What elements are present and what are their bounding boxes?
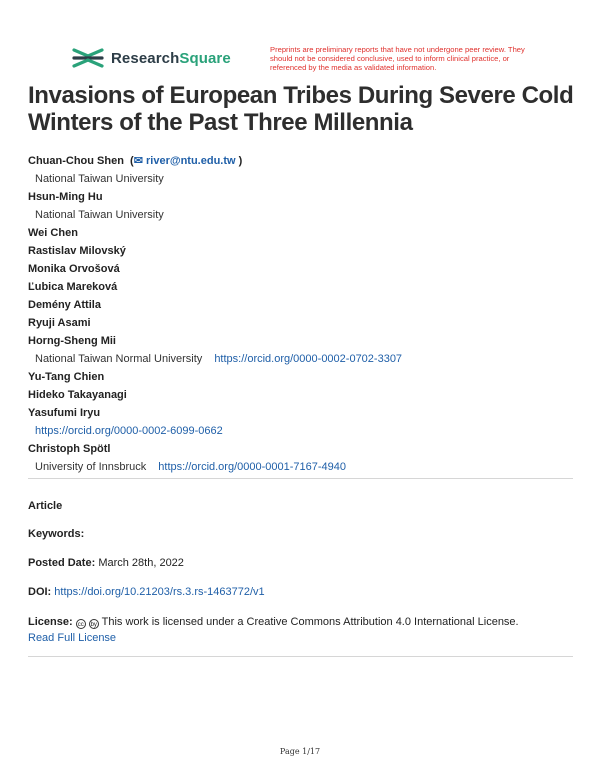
divider-top: [28, 478, 573, 479]
email-link[interactable]: [134, 155, 236, 167]
email-text: river@ntu.edu.tw: [146, 155, 236, 167]
read-full-license-link[interactable]: Read Full License: [28, 632, 117, 644]
author-name: Chuan-Chou Shen (✉ river@ntu.edu.tw ): [28, 155, 243, 167]
author-name: Yasufumi Iryu: [28, 407, 101, 419]
author-name: Monika Orvošová: [28, 263, 120, 275]
author-name: Rastislav Milovský: [28, 245, 126, 257]
research-square-logo: [72, 46, 231, 70]
license-row: [28, 614, 573, 646]
article-type-label: Article: [28, 500, 63, 512]
author-affiliation-row: [28, 458, 578, 476]
keywords-row: [28, 526, 84, 542]
author-name: Hsun-Ming Hu: [28, 191, 103, 203]
author-name: Horng-Sheng Mii: [28, 335, 116, 347]
posted-date-row: [28, 555, 184, 571]
author-affiliation-row: [28, 350, 578, 368]
author-name: Christoph Spötl: [28, 443, 111, 455]
posted-date-label: Posted Date:: [28, 557, 96, 569]
author-affiliation: National Taiwan University: [35, 209, 164, 221]
doi-link[interactable]: https://doi.org/10.21203/rs.3.rs-1463772/v1: [54, 586, 265, 598]
author-name: Ľubica Mareková: [28, 281, 118, 293]
author-name: Yu-Tang Chien: [28, 371, 105, 383]
author-name: Demény Attila: [28, 299, 101, 311]
affiliation-text: University of Innsbruck: [35, 461, 147, 473]
affiliation-text: National Taiwan Normal University: [35, 353, 203, 365]
research-square-logo-icon: [72, 46, 104, 70]
divider-bottom: [28, 656, 573, 657]
logo-word-research: Research: [111, 49, 180, 67]
creative-commons-icon: cc: [76, 619, 86, 629]
author-name: Wei Chen: [28, 227, 78, 239]
paper-title: Invasions of European Tribes During Severe Cold Winters of the Past Three Millennia: [28, 82, 574, 136]
orcid-link[interactable]: https://orcid.org/0000-0001-7167-4940: [158, 461, 347, 473]
author-affiliation-row: [28, 422, 578, 440]
author-name: Ryuji Asami: [28, 317, 91, 329]
license-label: License:: [28, 616, 73, 628]
posted-date-value: March 28th, 2022: [98, 557, 184, 569]
logo-wordmark: [111, 50, 231, 67]
logo-word-square: Square: [179, 49, 231, 67]
doi-label: DOI:: [28, 586, 52, 598]
article-type: [28, 498, 62, 514]
author-name: Hideko Takayanagi: [28, 389, 127, 401]
keywords-label: Keywords:: [28, 528, 85, 540]
license-text: This work is licensed under a Creative Commons Attribution 4.0 International License.: [101, 616, 519, 628]
orcid-link[interactable]: https://orcid.org/0000-0002-6099-0662: [35, 425, 223, 437]
envelope-icon: ✉: [133, 155, 143, 167]
attribution-icon: by: [89, 619, 99, 629]
author-list: [28, 152, 578, 476]
page-number: Page 1/17: [279, 747, 321, 756]
orcid-link[interactable]: https://orcid.org/0000-0002-0702-3307: [214, 353, 403, 365]
author-name-text: Chuan-Chou Shen: [28, 155, 124, 167]
doi-row: [28, 584, 265, 600]
preprint-disclaimer: Preprints are preliminary reports that have not undergone peer review. They should not be considered conclusive, used to inform clinical practice, or referenced by the media as validated information.: [270, 45, 525, 72]
author-affiliation: National Taiwan University: [35, 173, 164, 185]
